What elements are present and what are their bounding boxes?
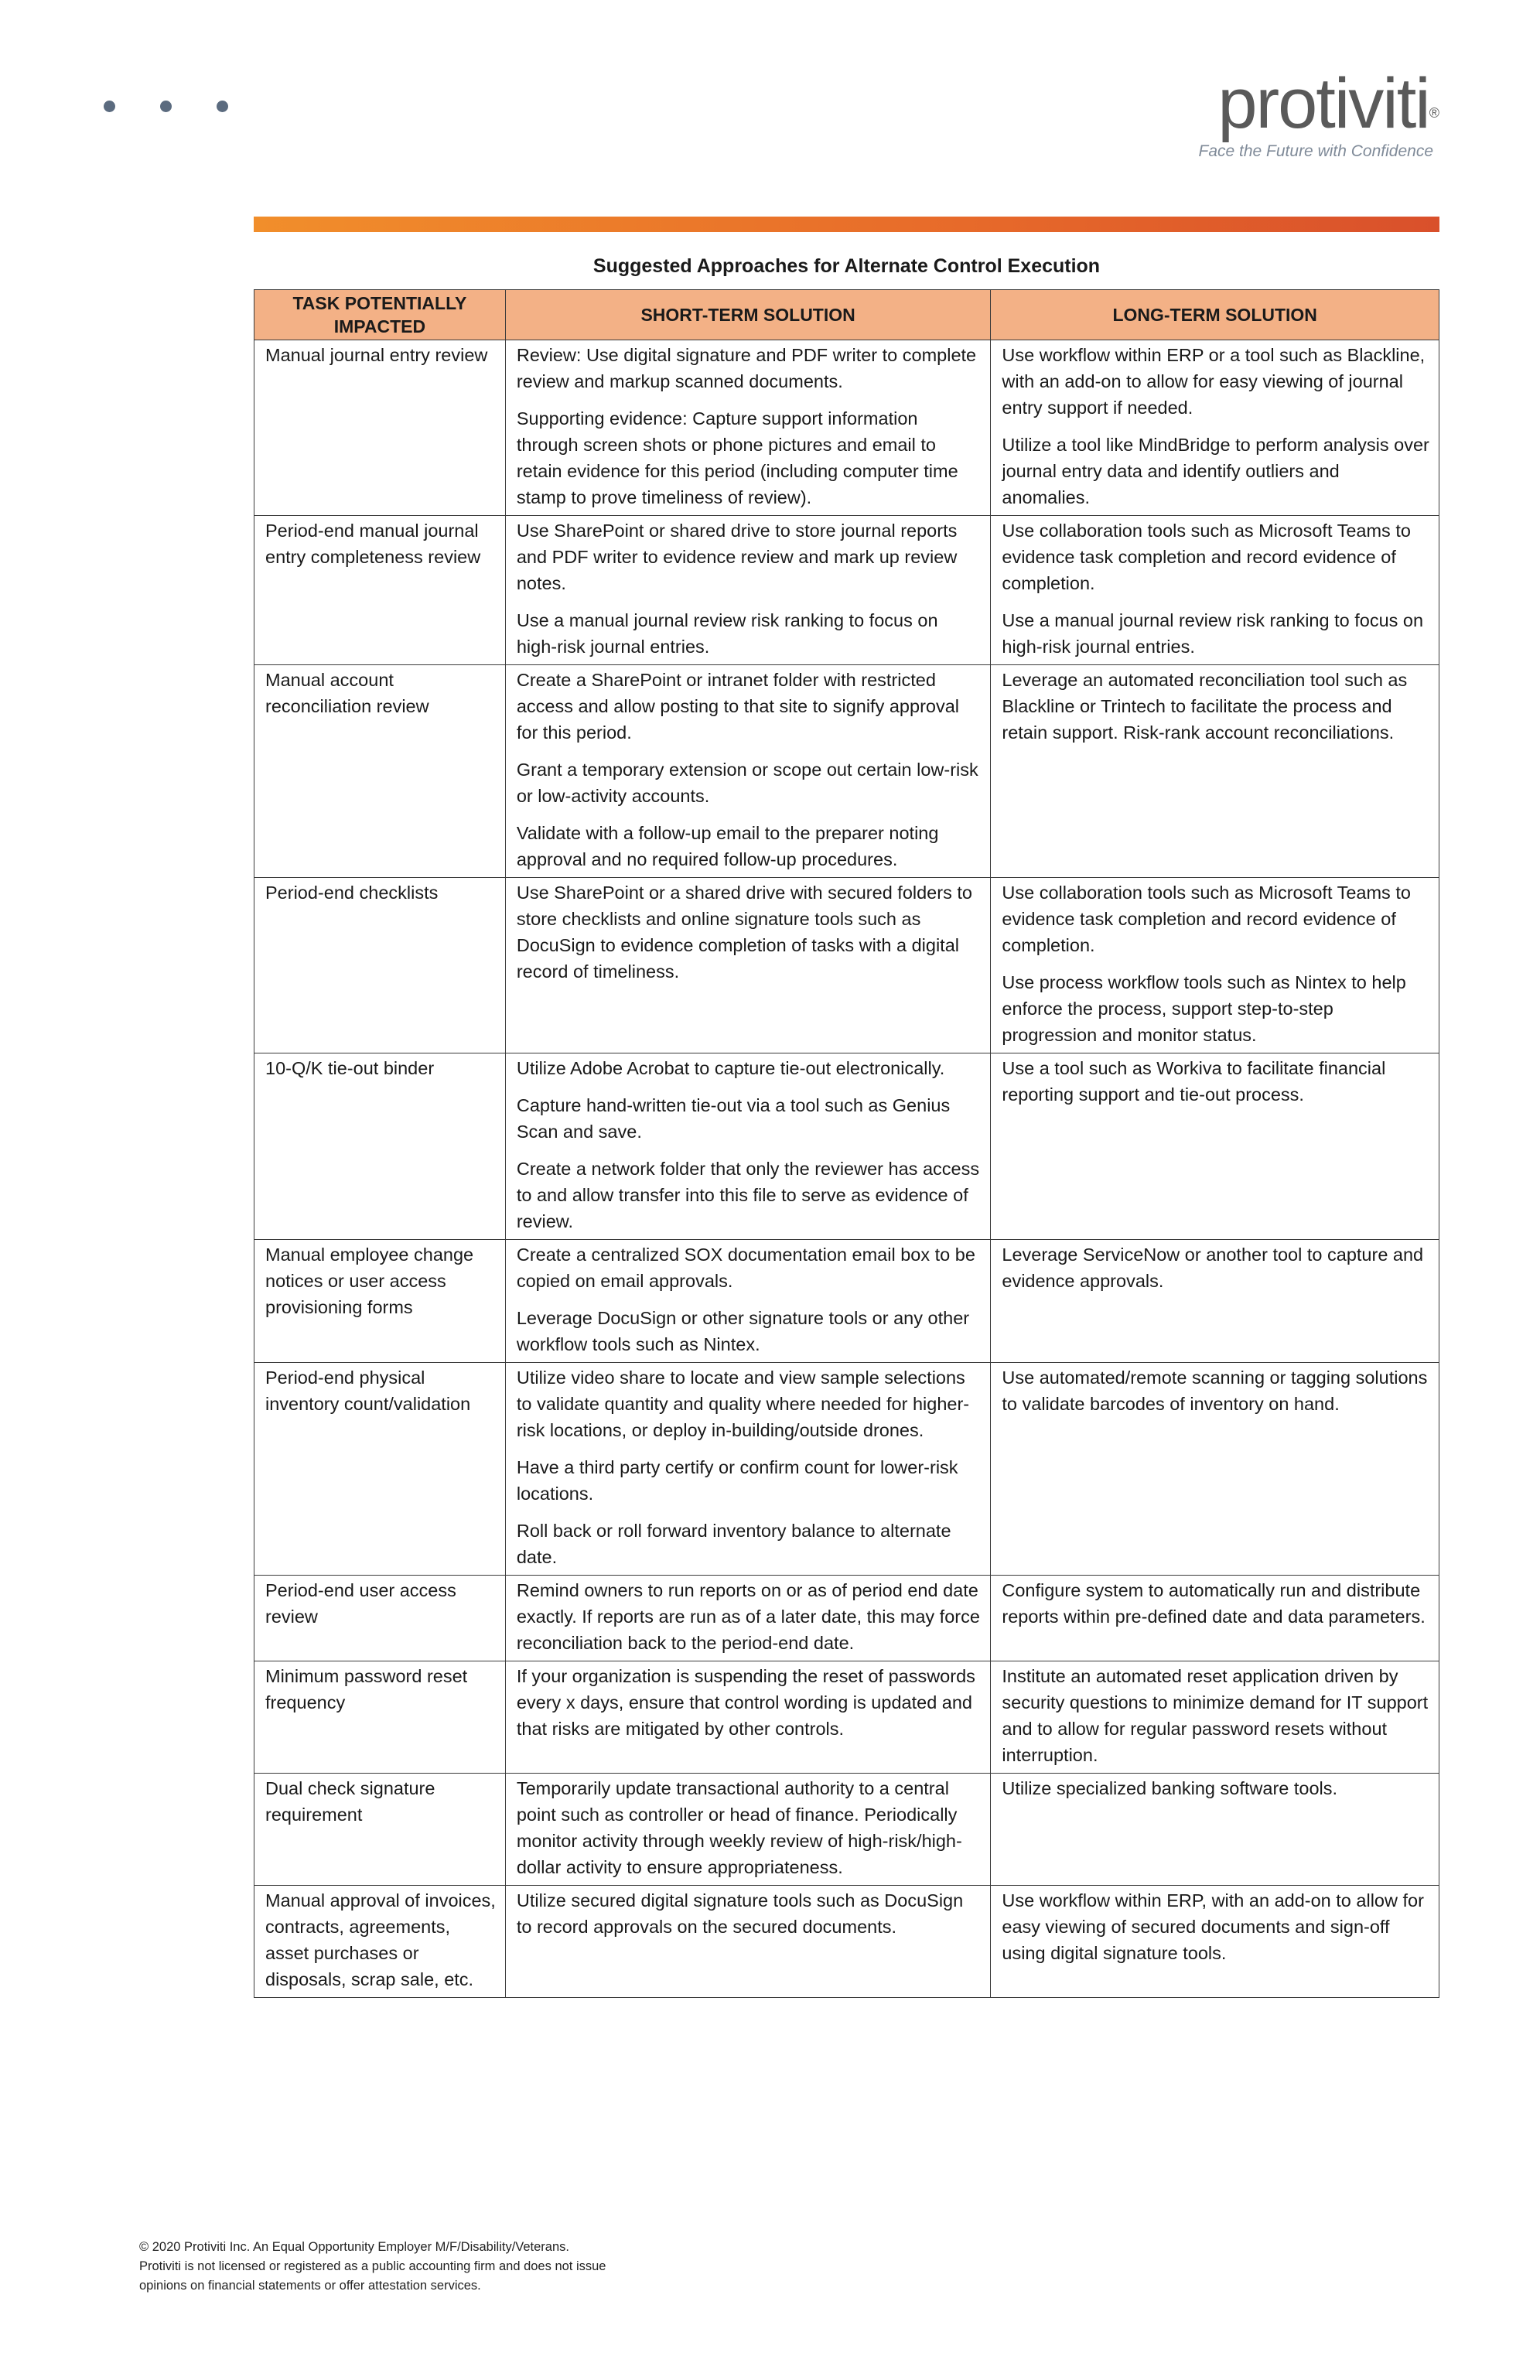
solution-paragraph: Have a third party certify or confirm count for lower-risk locations. (516, 1457, 958, 1504)
approaches-table (254, 289, 1439, 1998)
task-cell: Dual check signature requirement (254, 1774, 506, 1886)
solution-paragraph: Use automated/remote scanning or tagging solutions to validate barcodes of inventory on hand. (1002, 1368, 1428, 1414)
dot-icon (104, 101, 115, 112)
solution-paragraph: Leverage an automated reconciliation tool such as Blackline or Trintech to facilitate the process and retain support. Risk-rank account reconciliations. (1002, 670, 1408, 743)
footer-line: Protiviti is not licensed or registered as a public accounting firm and does not issue (139, 2259, 606, 2273)
task-cell: Manual employee change notices or user access provisioning forms (254, 1240, 506, 1363)
long-term-cell (991, 516, 1439, 665)
solution-paragraph: Roll back or roll forward inventory balance to alternate date. (516, 1521, 951, 1567)
solution-paragraph: Use collaboration tools such as Microsoft Teams to evidence task completion and record evidence of completion. (1002, 883, 1411, 955)
solution-paragraph: Utilize secured digital signature tools such as DocuSign to record approvals on the secured documents. (516, 1890, 964, 1937)
protiviti-logo (1198, 64, 1440, 161)
solution-paragraph: Temporarily update transactional authority to a central point such as controller or head of finance. Periodically monitor activity through weekly review of high-risk/high-dollar activity to ensure appropriateness. (516, 1778, 962, 1877)
solution-paragraph: Use workflow within ERP or a tool such as Blackline, with an add-on to allow for easy viewing of journal entry support if needed. (1002, 345, 1426, 418)
table-row (254, 1774, 1439, 1886)
dot-icon (160, 101, 172, 112)
table-header-row (254, 290, 1439, 340)
short-term-cell (505, 516, 991, 665)
column-header-long-term: LONG-TERM SOLUTION (991, 290, 1439, 340)
solution-paragraph: If your organization is suspending the reset of passwords every x days, ensure that control wording is updated and that risks are mitigated by other controls. (516, 1666, 975, 1739)
column-header-task: TASK POTENTIALLY IMPACTED (254, 290, 506, 340)
task-cell: Minimum password reset frequency (254, 1661, 506, 1774)
task-cell: Period-end manual journal entry completeness review (254, 516, 506, 665)
decorative-dots (104, 101, 228, 112)
short-term-cell (505, 1576, 991, 1661)
task-cell: Manual journal entry review (254, 340, 506, 516)
table-row (254, 1053, 1439, 1240)
table-title: Suggested Approaches for Alternate Control Execution (592, 255, 1101, 277)
long-term-cell (991, 340, 1439, 516)
solution-paragraph: Use SharePoint or shared drive to store journal reports and PDF writer to evidence review and mark up review notes. (516, 521, 958, 593)
solution-paragraph: Supporting evidence: Capture support information through screen shots or phone pictures and email to retain evidence for this period (including computer time stamp to prove timeliness of review). (516, 408, 958, 507)
task-cell: Manual account reconciliation review (254, 665, 506, 878)
table-row (254, 516, 1439, 665)
long-term-cell (991, 1774, 1439, 1886)
solution-paragraph: Configure system to automatically run and distribute reports within pre-defined date and data parameters. (1002, 1580, 1426, 1627)
solution-paragraph: Use collaboration tools such as Microsoft Teams to evidence task completion and record evidence of completion. (1002, 521, 1411, 593)
solution-paragraph: Use SharePoint or a shared drive with secured folders to store checklists and online signature tools such as DocuSign to evidence completion of tasks with a digital record of timeliness. (516, 883, 972, 982)
table-row (254, 665, 1439, 878)
solution-paragraph: Leverage DocuSign or other signature tools or any other workflow tools such as Nintex. (516, 1308, 970, 1354)
long-term-cell (991, 1576, 1439, 1661)
solution-paragraph: Utilize video share to locate and view sample selections to validate quantity and quality where needed for higher-risk locations, or deploy in-building/outside drones. (516, 1368, 970, 1440)
short-term-cell (505, 1053, 991, 1240)
logo-wordmark: protiviti® (1217, 64, 1439, 143)
table-body (254, 340, 1439, 1998)
solution-paragraph: Create a centralized SOX documentation email box to be copied on email approvals. (516, 1245, 975, 1291)
task-cell: Period-end physical inventory count/validation (254, 1363, 506, 1576)
dot-icon (217, 101, 228, 112)
solution-paragraph: Leverage ServiceNow or another tool to capture and evidence approvals. (1002, 1245, 1424, 1291)
long-term-cell (991, 665, 1439, 878)
solution-paragraph: Create a SharePoint or intranet folder with restricted access and allow posting to that site to signify approval for this period. (516, 670, 960, 743)
solution-paragraph: Utilize a tool like MindBridge to perform analysis over journal entry data and identify outliers and anomalies. (1002, 435, 1429, 507)
solution-paragraph: Use process workflow tools such as Nintex to help enforce the process, support step-to-step progression and monitor status. (1002, 972, 1406, 1045)
solution-paragraph: Use a manual journal review risk ranking to focus on high-risk journal entries. (1002, 610, 1424, 657)
short-term-cell (505, 878, 991, 1053)
logo-tagline: Face the Future with Confidence (1198, 142, 1433, 160)
table-row (254, 878, 1439, 1053)
task-cell: Manual approval of invoices, contracts, agreements, asset purchases or disposals, scrap sale, etc. (254, 1886, 506, 1998)
solution-paragraph: Validate with a follow-up email to the preparer noting approval and no required follow-up procedures. (516, 823, 939, 869)
short-term-cell (505, 1363, 991, 1576)
solution-paragraph: Remind owners to run reports on or as of period end date exactly. If reports are run as of a later date, this may force reconciliation back to the period-end date. (516, 1580, 980, 1653)
accent-bar (254, 217, 1439, 232)
solution-paragraph: Capture hand-written tie-out via a tool such as Genius Scan and save. (516, 1095, 951, 1142)
table-row (254, 340, 1439, 516)
table-row (254, 1576, 1439, 1661)
long-term-cell (991, 1240, 1439, 1363)
footer-line: © 2020 Protiviti Inc. An Equal Opportunity Employer M/F/Disability/Veterans. (139, 2240, 569, 2254)
table-row (254, 1240, 1439, 1363)
table-row (254, 1363, 1439, 1576)
table-row (254, 1661, 1439, 1774)
solution-paragraph: Use a manual journal review risk ranking to focus on high-risk journal entries. (516, 610, 938, 657)
solution-paragraph: Utilize specialized banking software tools. (1002, 1778, 1338, 1798)
solution-paragraph: Grant a temporary extension or scope out certain low-risk or low-activity accounts. (516, 760, 978, 806)
task-cell: Period-end user access review (254, 1576, 506, 1661)
short-term-cell (505, 1661, 991, 1774)
solution-paragraph: Use a tool such as Workiva to facilitate financial reporting support and tie-out process. (1002, 1058, 1386, 1105)
short-term-cell (505, 1886, 991, 1998)
solution-paragraph: Institute an automated reset application driven by security questions to minimize demand for IT support and to allow for regular password resets without interruption. (1002, 1666, 1429, 1765)
task-cell: Period-end checklists (254, 878, 506, 1053)
footer-line: opinions on financial statements or offer attestation services. (139, 2279, 481, 2293)
long-term-cell (991, 1886, 1439, 1998)
long-term-cell (991, 1363, 1439, 1576)
solution-paragraph: Create a network folder that only the reviewer has access to and allow transfer into this file to serve as evidence of review. (516, 1159, 980, 1231)
task-cell: 10-Q/K tie-out binder (254, 1053, 506, 1240)
solution-paragraph: Review: Use digital signature and PDF writer to complete review and markup scanned documents. (516, 345, 977, 391)
footer-disclaimer (139, 2238, 606, 2296)
short-term-cell (505, 665, 991, 878)
table-row (254, 1886, 1439, 1998)
short-term-cell (505, 1240, 991, 1363)
long-term-cell (991, 1661, 1439, 1774)
long-term-cell (991, 1053, 1439, 1240)
long-term-cell (991, 878, 1439, 1053)
solution-paragraph: Use workflow within ERP, with an add-on to allow for easy viewing of secured documents and sign-off using digital signature tools. (1002, 1890, 1424, 1963)
short-term-cell (505, 340, 991, 516)
short-term-cell (505, 1774, 991, 1886)
solution-paragraph: Utilize Adobe Acrobat to capture tie-out electronically. (516, 1058, 945, 1078)
column-header-short-term: SHORT-TERM SOLUTION (505, 290, 991, 340)
